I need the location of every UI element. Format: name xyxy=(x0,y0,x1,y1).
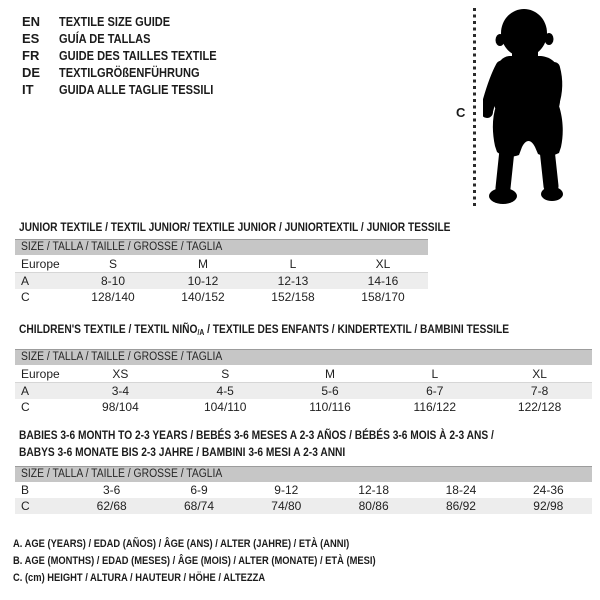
lang-code: IT xyxy=(22,82,34,97)
lang-code: DE xyxy=(22,65,41,80)
height-dashed-line xyxy=(473,8,476,208)
babies-table xyxy=(15,466,592,514)
lang-row-it xyxy=(22,81,244,98)
children-size-table xyxy=(15,365,592,415)
lang-row-fr xyxy=(22,47,244,64)
table-row: A 3-4 4-5 5-6 6-7 7-8 xyxy=(15,383,592,400)
table-row: C 98/104 104/110 110/116 116/122 122/128 xyxy=(21,400,562,414)
table-row: C 62/68 68/74 74/80 80/86 86/92 92/98 xyxy=(15,498,592,514)
baby-silhouette-icon xyxy=(483,6,578,210)
junior-table xyxy=(15,239,428,305)
note-age-months: B. AGE (MONTHS) / EDAD (MESES) / ÂGE (MOIS) / ALTER (MONATE) / ETÀ (MESI) xyxy=(13,555,376,567)
table-row: Europe XS S M L XL xyxy=(15,365,592,383)
height-measure-label: C xyxy=(456,105,466,120)
table-row: C 128/140 140/152 152/158 158/170 xyxy=(21,290,405,304)
lang-title: GUIDE DES TAILLES TEXTILE xyxy=(59,48,217,63)
table-row: B 3-6 6-9 9-12 12-18 18-24 24-36 xyxy=(21,483,564,497)
lang-code: ES xyxy=(22,31,40,46)
children-table xyxy=(15,349,592,415)
lang-title: TEXTILGRÖßENFÜHRUNG xyxy=(59,65,200,80)
junior-table-title: JUNIOR TEXTILE / TEXTIL JUNIOR/ TEXTILE JUNIOR / JUNIORTEXTIL / JUNIOR TESSILE xyxy=(19,220,451,234)
size-header-bar: SIZE / TALLA / TAILLE / GRÖSSE / TAGLIA xyxy=(15,466,592,482)
lang-row-de xyxy=(22,64,244,81)
lang-title: GUÍA DE TALLAS xyxy=(59,31,151,46)
lang-title: TEXTILE SIZE GUIDE xyxy=(59,14,171,29)
lang-code: FR xyxy=(22,48,40,63)
children-table-title: CHILDREN'S TEXTILE / TEXTIL $NIÑO_{/A}$ / TEXTILE DES ENFANTS / KINDERTEXTIL / BAMBINI TESSILE xyxy=(19,322,509,337)
babies-table-title-line2: BABYS 3-6 MONATE BIS 2-3 JAHRE / BAMBINI 3-6 MESI A 2-3 ANNI xyxy=(19,445,346,459)
table-row: A 8-10 10-12 12-13 14-16 xyxy=(15,273,428,290)
babies-size-table xyxy=(15,482,592,514)
lang-row-en xyxy=(22,13,244,30)
legend-notes xyxy=(13,536,440,587)
junior-size-table xyxy=(15,255,428,305)
language-title-block xyxy=(22,13,244,98)
size-header-bar: SIZE / TALLA / TAILLE / GRÖSSE / TAGLIA xyxy=(15,349,592,365)
note-age-years: A. AGE (YEARS) / EDAD (AÑOS) / ÂGE (ANS) / ALTER (JAHRE) / ETÀ (ANNI) xyxy=(13,538,350,550)
lang-row-es xyxy=(22,30,244,47)
babies-table-title-line1: BABIES 3-6 MONTH TO 2-3 YEARS / BEBÉS 3-6 MESES A 2-3 AÑOS / BÉBÉS 3-6 MOIS À 2-3 ANS / xyxy=(19,428,494,442)
size-header-bar: SIZE / TALLA / TAILLE / GRÖSSE / TAGLIA xyxy=(15,239,428,255)
note-height-cm: C. (cm) HEIGHT / ALTURA / HAUTEUR / HÖHE / ALTEZZA xyxy=(13,572,266,584)
table-row: Europe S M L XL xyxy=(15,255,428,273)
lang-code: EN xyxy=(22,14,41,29)
lang-title: GUIDA ALLE TAGLIE TESSILI xyxy=(59,82,214,97)
